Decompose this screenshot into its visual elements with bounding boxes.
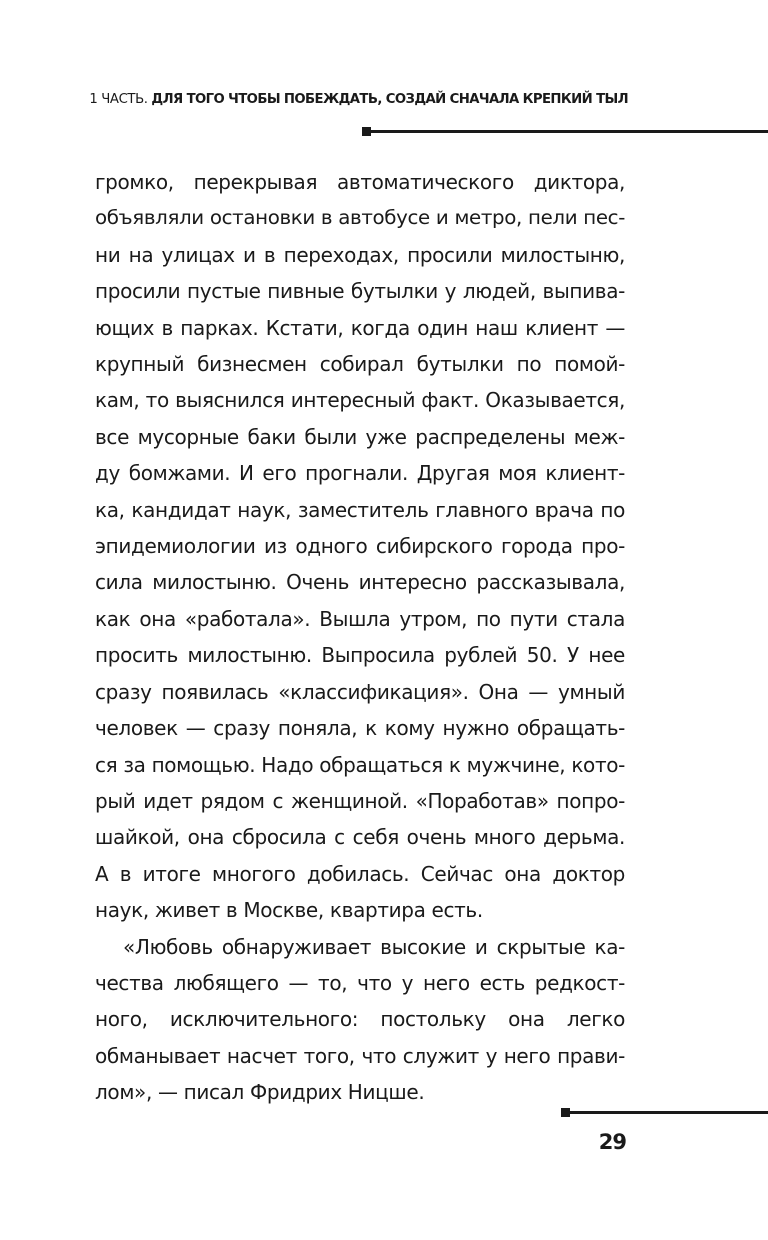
text-line: «Любовь обнаруживает высокие и скрытые ка-	[123, 934, 625, 959]
text-line: ного, исключительного: постольку она легко	[95, 1007, 625, 1032]
text-line: крупный бизнесмен собирал бутылки по помой-	[95, 352, 625, 377]
text-line: человек — сразу поняла, к кому нужно обращать-	[95, 716, 625, 741]
header-rule	[364, 130, 768, 133]
paragraph-2	[95, 929, 625, 1111]
rule-square-marker	[561, 1108, 570, 1117]
text-line: объявляли остановки в автобусе и метро, пели пес-	[95, 206, 625, 230]
text-line: чества любящего — то, что у него есть редкост-	[95, 970, 625, 995]
text-line: все мусорные баки были уже распределены меж-	[95, 424, 625, 449]
text-line: ка, кандидат наук, заместитель главного врача по	[95, 497, 625, 522]
text-line: ющих в парках. Кстати, когда один наш клиент —	[95, 315, 625, 340]
text-line: громко, перекрывая автоматического диктора,	[95, 170, 625, 194]
text-line: обманывает насчет того, что служит у него прави-	[95, 1043, 625, 1068]
footer-rule	[563, 1111, 768, 1114]
rule-square-marker	[362, 127, 371, 136]
text-line: сразу появилась «классификация». Она — умный	[95, 679, 625, 704]
part-label: 1 ЧАСТЬ.	[89, 92, 148, 107]
paragraph-1	[95, 164, 625, 929]
text-line: лом», — писал Фридрих Ницше.	[95, 1080, 425, 1105]
text-line: А в итоге многого добилась. Сейчас она доктор	[95, 861, 625, 886]
chapter-title: ДЛЯ ТОГО ЧТОБЫ ПОБЕЖДАТЬ, СОЗДАЙ СНАЧАЛА КРЕПКИЙ ТЫЛ	[151, 92, 628, 107]
body-text	[95, 164, 625, 1111]
text-line: как она «работала». Вышла утром, по пути стала	[95, 606, 625, 631]
text-line: просить милостыню. Выпросила рублей 50. У нее	[95, 643, 625, 668]
text-line: шайкой, она сбросила с себя очень много дерьма.	[95, 825, 625, 850]
text-line: рый идет рядом с женщиной. «Поработав» попро-	[95, 788, 625, 813]
text-line: сила милостыню. Очень интересно рассказывала,	[95, 570, 625, 595]
text-line: кам, то выяснился интересный факт. Оказывается,	[95, 388, 625, 413]
text-line: ни на улицах и в переходах, просили милостыню,	[95, 242, 625, 267]
text-line: просили пустые пивные бутылки у людей, выпива-	[95, 279, 625, 304]
text-line: эпидемиологии из одного сибирского города про-	[95, 534, 625, 559]
text-line: наук, живет в Москве, квартира есть.	[95, 898, 483, 923]
page-number: 29	[598, 1130, 626, 1154]
running-header	[80, 88, 628, 112]
text-line: ду бомжами. И его прогнали. Другая моя клиент-	[95, 461, 625, 486]
text-line: ся за помощью. Надо обращаться к мужчине, кото-	[95, 752, 625, 777]
